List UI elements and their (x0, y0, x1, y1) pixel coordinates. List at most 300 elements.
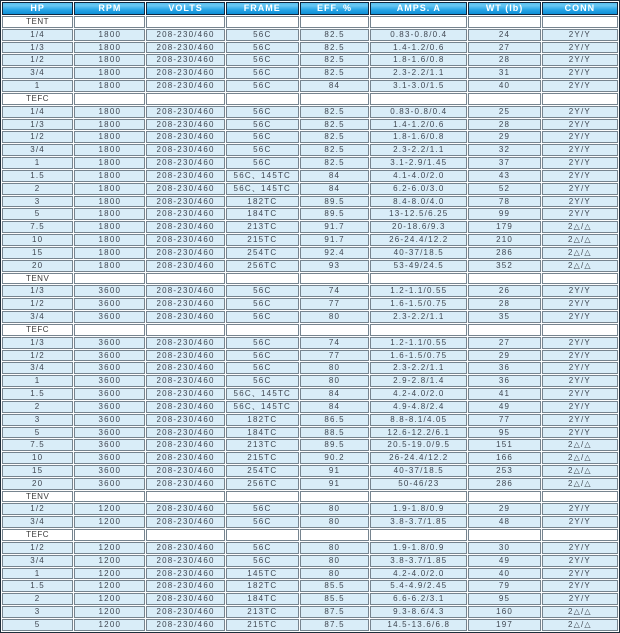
cell-volts: 208-230/460 (146, 401, 224, 413)
cell-volts: 208-230/460 (146, 337, 224, 349)
cell-frame: 56C (226, 29, 299, 41)
cell-conn: 2Y/Y (542, 285, 618, 297)
data-row (2, 503, 618, 515)
cell-frame: 56C (226, 503, 299, 515)
cell-eff: 92.4 (300, 247, 369, 259)
cell-hp: 1/2 (2, 54, 73, 66)
section-label: TENV (2, 273, 73, 285)
data-row (2, 119, 618, 131)
section-empty-cell (74, 491, 145, 503)
cell-eff: 74 (300, 337, 369, 349)
cell-volts: 208-230/460 (146, 375, 224, 387)
section-empty-cell (542, 273, 618, 285)
cell-wt: 286 (468, 478, 540, 490)
cell-frame: 182TC (226, 414, 299, 426)
cell-eff: 82.5 (300, 54, 369, 66)
cell-amps: 1.8-1.6/0.8 (370, 131, 467, 143)
section-empty-cell (74, 324, 145, 336)
cell-volts: 208-230/460 (146, 465, 224, 477)
cell-rpm: 1200 (74, 516, 145, 528)
cell-amps: 0.83-0.8/0.4 (370, 29, 467, 41)
cell-volts: 208-230/460 (146, 67, 224, 79)
cell-eff: 87.5 (300, 619, 369, 631)
cell-rpm: 1200 (74, 568, 145, 580)
cell-eff: 90.2 (300, 452, 369, 464)
cell-wt: 286 (468, 247, 540, 259)
cell-rpm: 1800 (74, 260, 145, 272)
data-row (2, 580, 618, 592)
cell-rpm: 3600 (74, 285, 145, 297)
cell-amps: 13-12.5/6.25 (370, 208, 467, 220)
cell-wt: 253 (468, 465, 540, 477)
cell-volts: 208-230/460 (146, 298, 224, 310)
cell-wt: 27 (468, 42, 540, 54)
cell-volts: 208-230/460 (146, 144, 224, 156)
cell-conn: 2Y/Y (542, 157, 618, 169)
cell-wt: 24 (468, 29, 540, 41)
section-label: TEFC (2, 529, 73, 541)
cell-rpm: 3600 (74, 337, 145, 349)
cell-rpm: 1800 (74, 208, 145, 220)
cell-wt: 31 (468, 67, 540, 79)
cell-frame: 215TC (226, 619, 299, 631)
cell-frame: 213TC (226, 439, 299, 451)
section-empty-cell (146, 16, 224, 28)
data-row (2, 311, 618, 323)
cell-frame: 56C、145TC (226, 183, 299, 195)
cell-rpm: 3600 (74, 401, 145, 413)
cell-rpm: 1200 (74, 593, 145, 605)
cell-wt: 160 (468, 606, 540, 618)
cell-eff: 82.5 (300, 67, 369, 79)
cell-eff: 80 (300, 555, 369, 567)
cell-rpm: 3600 (74, 414, 145, 426)
col-header-rpm: RPM (74, 2, 145, 15)
cell-eff: 91.7 (300, 234, 369, 246)
data-row (2, 465, 618, 477)
section-empty-cell (370, 16, 467, 28)
cell-amps: 5.4-4.9/2.45 (370, 580, 467, 592)
section-empty-cell (146, 529, 224, 541)
section-empty-cell (542, 324, 618, 336)
cell-frame: 56C、145TC (226, 388, 299, 400)
cell-volts: 208-230/460 (146, 221, 224, 233)
cell-eff: 80 (300, 311, 369, 323)
data-row (2, 516, 618, 528)
cell-amps: 1.6-1.5/0.75 (370, 350, 467, 362)
cell-eff: 84 (300, 388, 369, 400)
section-empty-cell (370, 324, 467, 336)
cell-conn: 2Y/Y (542, 208, 618, 220)
cell-volts: 208-230/460 (146, 503, 224, 515)
cell-hp: 3/4 (2, 144, 73, 156)
cell-rpm: 1800 (74, 42, 145, 54)
cell-amps: 6.2-6.0/3.0 (370, 183, 467, 195)
cell-wt: 49 (468, 401, 540, 413)
section-label: TEFC (2, 324, 73, 336)
data-row (2, 298, 618, 310)
cell-amps: 2.9-2.8/1.4 (370, 375, 467, 387)
cell-wt: 32 (468, 144, 540, 156)
cell-amps: 3.1-2.9/1.45 (370, 157, 467, 169)
data-row (2, 568, 618, 580)
cell-eff: 82.5 (300, 106, 369, 118)
cell-volts: 208-230/460 (146, 414, 224, 426)
cell-conn: 2Y/Y (542, 311, 618, 323)
cell-frame: 56C、145TC (226, 401, 299, 413)
cell-rpm: 1800 (74, 29, 145, 41)
cell-wt: 40 (468, 80, 540, 92)
cell-amps: 50-46/23 (370, 478, 467, 490)
cell-volts: 208-230/460 (146, 234, 224, 246)
data-row (2, 208, 618, 220)
cell-frame: 213TC (226, 221, 299, 233)
cell-volts: 208-230/460 (146, 568, 224, 580)
cell-rpm: 1800 (74, 183, 145, 195)
section-empty-cell (370, 273, 467, 285)
cell-eff: 82.5 (300, 29, 369, 41)
section-empty-cell (74, 93, 145, 105)
cell-volts: 208-230/460 (146, 119, 224, 131)
cell-frame: 56C (226, 144, 299, 156)
data-row (2, 401, 618, 413)
cell-conn: 2Y/Y (542, 503, 618, 515)
cell-rpm: 1800 (74, 54, 145, 66)
data-row (2, 42, 618, 54)
cell-amps: 4.9-4.8/2.4 (370, 401, 467, 413)
data-row (2, 285, 618, 297)
cell-conn: 2Y/Y (542, 414, 618, 426)
cell-eff: 80 (300, 503, 369, 515)
cell-volts: 208-230/460 (146, 260, 224, 272)
section-empty-cell (226, 273, 299, 285)
cell-amps: 14.5-13.6/6.8 (370, 619, 467, 631)
cell-eff: 84 (300, 183, 369, 195)
cell-hp: 1/4 (2, 29, 73, 41)
cell-hp: 1.5 (2, 388, 73, 400)
cell-frame: 184TC (226, 593, 299, 605)
data-row (2, 542, 618, 554)
cell-hp: 1/3 (2, 285, 73, 297)
cell-amps: 20.5-19.0/9.5 (370, 439, 467, 451)
cell-frame: 56C (226, 555, 299, 567)
cell-frame: 213TC (226, 606, 299, 618)
cell-hp: 1/2 (2, 298, 73, 310)
data-row (2, 593, 618, 605)
cell-wt: 25 (468, 106, 540, 118)
cell-eff: 80 (300, 362, 369, 374)
cell-frame: 56C (226, 119, 299, 131)
cell-frame: 254TC (226, 247, 299, 259)
cell-amps: 1.4-1.2/0.6 (370, 42, 467, 54)
cell-hp: 3 (2, 196, 73, 208)
cell-hp: 1 (2, 568, 73, 580)
cell-amps: 1.4-1.2/0.6 (370, 119, 467, 131)
cell-rpm: 1200 (74, 606, 145, 618)
cell-frame: 182TC (226, 580, 299, 592)
data-row (2, 555, 618, 567)
cell-rpm: 1800 (74, 67, 145, 79)
cell-wt: 35 (468, 311, 540, 323)
cell-eff: 89.5 (300, 208, 369, 220)
cell-volts: 208-230/460 (146, 247, 224, 259)
cell-conn: 2Y/Y (542, 42, 618, 54)
header-row (2, 2, 618, 15)
cell-rpm: 1800 (74, 119, 145, 131)
cell-conn: 2Y/Y (542, 119, 618, 131)
cell-rpm: 1800 (74, 196, 145, 208)
cell-volts: 208-230/460 (146, 183, 224, 195)
cell-frame: 56C (226, 157, 299, 169)
cell-hp: 1 (2, 157, 73, 169)
cell-wt: 28 (468, 119, 540, 131)
cell-amps: 6.6-6.2/3.1 (370, 593, 467, 605)
cell-amps: 9.3-8.6/4.3 (370, 606, 467, 618)
section-empty-cell (300, 93, 369, 105)
section-empty-cell (226, 491, 299, 503)
col-header-wt: WT (lb) (468, 2, 540, 15)
cell-amps: 2.3-2.2/1.1 (370, 362, 467, 374)
cell-frame: 56C (226, 80, 299, 92)
cell-hp: 2 (2, 183, 73, 195)
cell-eff: 82.5 (300, 42, 369, 54)
cell-hp: 2 (2, 593, 73, 605)
col-header-volts: VOLTS (146, 2, 224, 15)
data-row (2, 29, 618, 41)
section-empty-cell (542, 16, 618, 28)
cell-volts: 208-230/460 (146, 285, 224, 297)
col-header-hp: HP (2, 2, 73, 15)
section-empty-cell (146, 93, 224, 105)
cell-hp: 15 (2, 465, 73, 477)
cell-conn: 2△/△ (542, 247, 618, 259)
cell-conn: 2Y/Y (542, 568, 618, 580)
cell-hp: 3/4 (2, 311, 73, 323)
cell-eff: 80 (300, 542, 369, 554)
cell-hp: 7.5 (2, 221, 73, 233)
cell-amps: 26-24.4/12.2 (370, 452, 467, 464)
cell-amps: 8.8-8.1/4.05 (370, 414, 467, 426)
cell-eff: 77 (300, 350, 369, 362)
cell-volts: 208-230/460 (146, 542, 224, 554)
cell-frame: 56C (226, 337, 299, 349)
cell-volts: 208-230/460 (146, 208, 224, 220)
section-empty-cell (542, 491, 618, 503)
section-empty-cell (226, 324, 299, 336)
cell-conn: 2Y/Y (542, 106, 618, 118)
data-row (2, 427, 618, 439)
section-empty-cell (370, 93, 467, 105)
section-empty-cell (300, 491, 369, 503)
cell-amps: 40-37/18.5 (370, 247, 467, 259)
cell-amps: 1.2-1.1/0.55 (370, 337, 467, 349)
cell-conn: 2△/△ (542, 606, 618, 618)
cell-conn: 2Y/Y (542, 131, 618, 143)
cell-volts: 208-230/460 (146, 170, 224, 182)
cell-volts: 208-230/460 (146, 452, 224, 464)
cell-rpm: 3600 (74, 298, 145, 310)
cell-amps: 4.2-4.0/2.0 (370, 388, 467, 400)
cell-hp: 15 (2, 247, 73, 259)
cell-conn: 2Y/Y (542, 362, 618, 374)
cell-amps: 3.8-3.7/1.85 (370, 555, 467, 567)
col-header-conn: CONN (542, 2, 618, 15)
col-header-eff: EFF. % (300, 2, 369, 15)
cell-wt: 179 (468, 221, 540, 233)
cell-volts: 208-230/460 (146, 362, 224, 374)
cell-amps: 12.6-12.2/6.1 (370, 427, 467, 439)
cell-rpm: 3600 (74, 465, 145, 477)
data-row (2, 350, 618, 362)
data-row (2, 234, 618, 246)
cell-wt: 29 (468, 503, 540, 515)
cell-amps: 40-37/18.5 (370, 465, 467, 477)
cell-volts: 208-230/460 (146, 80, 224, 92)
cell-volts: 208-230/460 (146, 311, 224, 323)
cell-eff: 88.5 (300, 427, 369, 439)
cell-eff: 84 (300, 401, 369, 413)
data-row (2, 247, 618, 259)
cell-rpm: 1200 (74, 619, 145, 631)
section-row (2, 324, 618, 336)
col-header-frame: FRAME (226, 2, 299, 15)
cell-frame: 56C (226, 516, 299, 528)
cell-frame: 56C (226, 131, 299, 143)
cell-rpm: 3600 (74, 375, 145, 387)
cell-amps: 2.3-2.2/1.1 (370, 311, 467, 323)
cell-wt: 26 (468, 285, 540, 297)
cell-amps: 1.9-1.8/0.9 (370, 542, 467, 554)
cell-rpm: 1800 (74, 106, 145, 118)
cell-conn: 2Y/Y (542, 183, 618, 195)
cell-volts: 208-230/460 (146, 555, 224, 567)
section-empty-cell (542, 529, 618, 541)
cell-conn: 2Y/Y (542, 555, 618, 567)
cell-frame: 56C (226, 542, 299, 554)
cell-volts: 208-230/460 (146, 516, 224, 528)
cell-frame: 184TC (226, 427, 299, 439)
section-empty-cell (468, 324, 540, 336)
cell-frame: 215TC (226, 234, 299, 246)
cell-wt: 78 (468, 196, 540, 208)
cell-frame: 215TC (226, 452, 299, 464)
cell-hp: 20 (2, 260, 73, 272)
cell-amps: 53-49/24.5 (370, 260, 467, 272)
cell-conn: 2Y/Y (542, 401, 618, 413)
cell-conn: 2△/△ (542, 439, 618, 451)
cell-frame: 56C (226, 67, 299, 79)
cell-eff: 84 (300, 170, 369, 182)
cell-wt: 36 (468, 362, 540, 374)
cell-frame: 56C (226, 54, 299, 66)
cell-rpm: 3600 (74, 427, 145, 439)
data-row (2, 375, 618, 387)
cell-volts: 208-230/460 (146, 478, 224, 490)
cell-eff: 91 (300, 465, 369, 477)
cell-hp: 2 (2, 401, 73, 413)
cell-wt: 52 (468, 183, 540, 195)
table-body (2, 16, 618, 631)
cell-wt: 30 (468, 542, 540, 554)
cell-hp: 3/4 (2, 362, 73, 374)
section-empty-cell (300, 273, 369, 285)
cell-rpm: 1800 (74, 234, 145, 246)
section-empty-cell (74, 16, 145, 28)
cell-hp: 7.5 (2, 439, 73, 451)
cell-amps: 1.6-1.5/0.75 (370, 298, 467, 310)
cell-eff: 74 (300, 285, 369, 297)
cell-eff: 85.5 (300, 580, 369, 592)
cell-hp: 3 (2, 606, 73, 618)
cell-eff: 91 (300, 478, 369, 490)
cell-eff: 91.7 (300, 221, 369, 233)
cell-conn: 2△/△ (542, 619, 618, 631)
cell-rpm: 3600 (74, 388, 145, 400)
cell-hp: 10 (2, 234, 73, 246)
cell-eff: 82.5 (300, 157, 369, 169)
cell-eff: 93 (300, 260, 369, 272)
cell-hp: 1/4 (2, 106, 73, 118)
cell-volts: 208-230/460 (146, 131, 224, 143)
data-row (2, 439, 618, 451)
section-empty-cell (226, 93, 299, 105)
cell-conn: 2Y/Y (542, 542, 618, 554)
cell-amps: 3.1-3.0/1.5 (370, 80, 467, 92)
cell-rpm: 1800 (74, 247, 145, 259)
cell-wt: 28 (468, 298, 540, 310)
section-row (2, 491, 618, 503)
data-row (2, 54, 618, 66)
cell-hp: 1/3 (2, 119, 73, 131)
cell-rpm: 1800 (74, 221, 145, 233)
data-row (2, 196, 618, 208)
data-row (2, 170, 618, 182)
section-empty-cell (300, 16, 369, 28)
cell-hp: 1/3 (2, 42, 73, 54)
data-row (2, 337, 618, 349)
cell-hp: 1.5 (2, 580, 73, 592)
cell-amps: 1.9-1.8/0.9 (370, 503, 467, 515)
cell-wt: 49 (468, 555, 540, 567)
cell-wt: 95 (468, 427, 540, 439)
cell-conn: 2Y/Y (542, 144, 618, 156)
cell-wt: 48 (468, 516, 540, 528)
cell-wt: 210 (468, 234, 540, 246)
cell-rpm: 1200 (74, 542, 145, 554)
cell-wt: 41 (468, 388, 540, 400)
cell-rpm: 1200 (74, 503, 145, 515)
cell-conn: 2Y/Y (542, 337, 618, 349)
cell-conn: 2△/△ (542, 234, 618, 246)
section-empty-cell (300, 529, 369, 541)
cell-wt: 37 (468, 157, 540, 169)
cell-wt: 29 (468, 350, 540, 362)
cell-eff: 82.5 (300, 131, 369, 143)
cell-hp: 5 (2, 619, 73, 631)
cell-conn: 2Y/Y (542, 516, 618, 528)
cell-conn: 2Y/Y (542, 427, 618, 439)
data-row (2, 131, 618, 143)
cell-hp: 3/4 (2, 555, 73, 567)
cell-eff: 89.5 (300, 439, 369, 451)
cell-eff: 77 (300, 298, 369, 310)
cell-eff: 80 (300, 516, 369, 528)
cell-volts: 208-230/460 (146, 29, 224, 41)
data-row (2, 414, 618, 426)
cell-wt: 95 (468, 593, 540, 605)
data-row (2, 221, 618, 233)
section-empty-cell (146, 273, 224, 285)
